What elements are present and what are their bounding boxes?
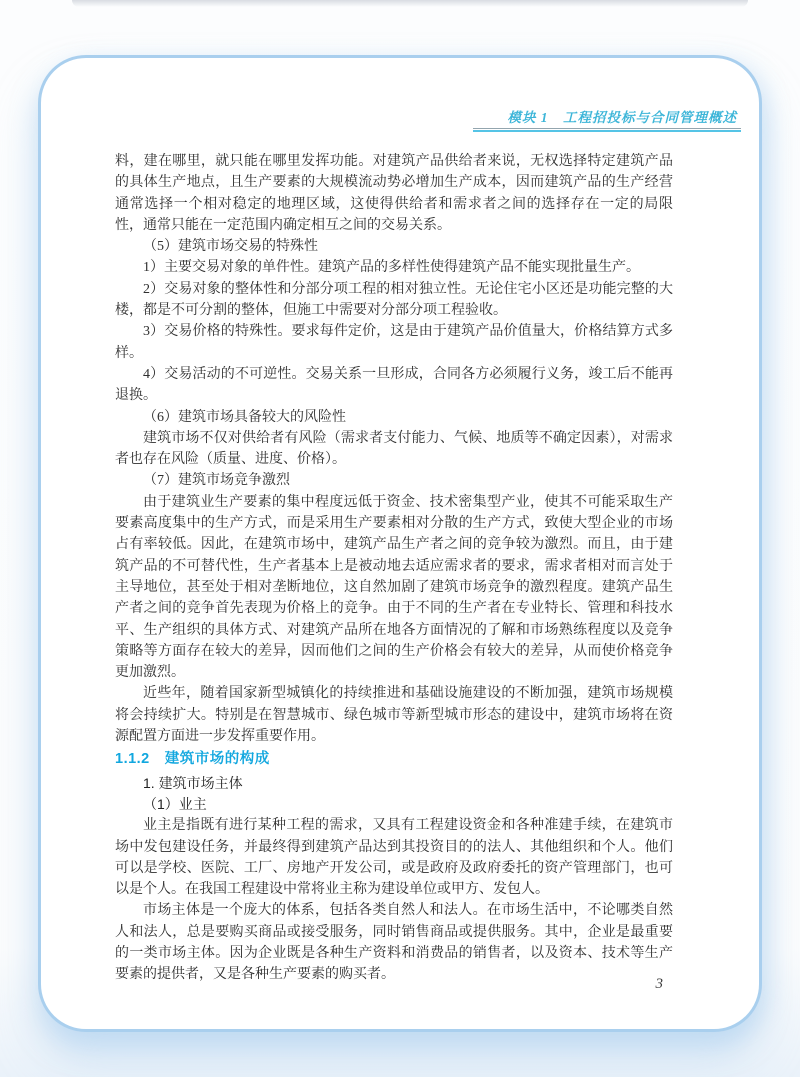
- paragraph: 料，建在哪里，就只能在哪里发挥功能。对建筑产品供给者来说，无权选择特定建筑产品的具体生产地点，且生产要素的大规模流动势必增加生产成本，因而建筑产品的生产经营通常选择一个相对稳定的地理区域，这使得供给者和需求者之间的选择存在一定的局限性，通常只能在一定范围内确定相互之间的交易关系。: [115, 154, 673, 233]
- book-page: [38, 55, 762, 1032]
- section-heading: 1.1.2 建筑市场的构成: [115, 751, 270, 768]
- paragraph: 1）主要交易对象的单件性。建筑产品的多样性使得建筑产品不能实现批量生产。: [143, 260, 640, 276]
- paragraph: 由于建筑业生产要素的集中程度远低于资金、技术密集型产业，使其不可能采取生产要素高度集中的生产方式，而是采用生产要素相对分散的生产方式，致使大型企业的市场占有率较低。因此，在建筑市场中，建筑产品生产者之间的竞争较为激烈。而且，由于建筑产品的不可替代性，生产者基本上是被动地去适应需求者的要求，需求者相对而言处于主导地位，甚至处于相对垄断地位，这自然加剧了建筑市场竞争的激烈程度。建筑产品生产者之间的竞争首先表现为价格上的竞争。由于不同的生产者在专业特长、管理和科技水平、生产组织的具体方式、对建筑产品所在地各方面情况的了解和市场熟练程度以及竞争策略等方面存在较大的差异，因而他们之间的生产价格会有较大的差异，从而使价格竞争更加激烈。: [115, 494, 673, 681]
- paragraph: 市场主体是一个庞大的体系，包括各类自然人和法人。在市场生活中，不论哪类自然人和法人，总是要购买商品或接受服务，同时销售商品或提供服务。其中，企业是最重要的一类市场主体。因为企业既是各种生产资料和消费品的销售者，以及资本、技术等生产要素的提供者，又是各种生产要素的购买者。: [115, 903, 673, 983]
- running-header-underline: [473, 128, 741, 132]
- paragraph: 2）交易对象的整体性和分部分项工程的相对独立性。无论住宅小区还是功能完整的大楼，都是不可分割的整体，但施工中需要对分部分项工程验收。: [115, 281, 673, 319]
- page-number: 3: [655, 976, 663, 992]
- paragraph: （5）建筑市场交易的特殊性: [143, 239, 318, 255]
- paragraph: 4）交易活动的不可逆性。交易关系一旦形成，合同各方必须履行义务，竣工后不能再退换。: [115, 366, 673, 404]
- paragraph: 3）交易价格的特殊性。要求每件定价，这是由于建筑产品价值量大，价格结算方式多样。: [115, 324, 673, 361]
- running-header-text: 模块 1 工程招投标与合同管理概述: [507, 110, 737, 125]
- running-header: [473, 106, 741, 132]
- paragraph: （7）建筑市场竞争激烈: [143, 473, 290, 489]
- paragraph: 业主是指既有进行某种工程的需求，又具有工程建设资金和各种准建手续，在建筑市场中发包建设任务，并最终得到建筑产品达到其投资目的的法人、其他组织和个人。他们可以是学校、医院、工厂、房地产开发公司，或是政府及政府委托的资产管理部门，也可以是个人。在我国工程建设中常将业主称为建设单位或甲方、发包人。: [115, 818, 673, 898]
- paragraph: 1. 建筑市场主体: [143, 774, 243, 791]
- paragraph: （1）业主: [143, 795, 207, 812]
- page-content: [115, 151, 673, 986]
- paragraph: 建筑市场不仅对供给者有风险（需求者支付能力、气候、地质等不确定因素），对需求者也存在风险（质量、进度、价格）。: [115, 430, 673, 468]
- paragraph: （6）建筑市场具备较大的风险性: [143, 409, 346, 425]
- paragraph: 近些年，随着国家新型城镇化的持续推进和基础设施建设的不断加强，建筑市场规模将会持续扩大。特别是在智慧城市、绿色城市等新型城市形态的建设中，建筑市场将在资源配置方面进一步发挥重要作用。: [115, 686, 673, 745]
- previous-page-bottom-edge: [72, 0, 748, 7]
